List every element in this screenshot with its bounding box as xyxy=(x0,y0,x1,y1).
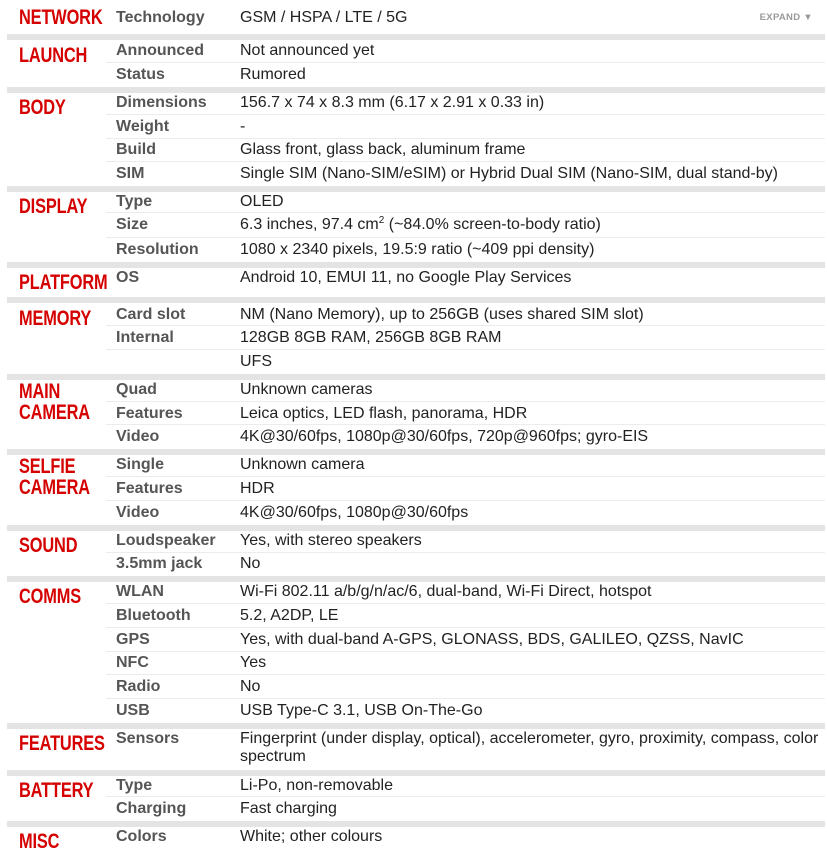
spec-label-announced[interactable]: Announced xyxy=(116,42,204,59)
spec-value-announced: Not announced yet xyxy=(240,42,375,59)
spec-value-video: 4K@30/60fps, 1080p@30/60fps, 720p@960fps; gyro-EIS xyxy=(240,428,649,445)
spec-label-resolution[interactable]: Resolution xyxy=(116,241,199,258)
spec-label-video[interactable]: Video xyxy=(116,504,160,521)
section-divider xyxy=(7,297,825,303)
spec-value-os: Android 10, EMUI 11, no Google Play Services xyxy=(240,269,572,286)
spec-label-size[interactable]: Size xyxy=(116,216,149,233)
spec-label-type[interactable]: Type xyxy=(116,777,153,794)
spec-value-radio: No xyxy=(240,678,261,695)
spec-value-usb: USB Type-C 3.1, USB On-The-Go xyxy=(240,702,483,719)
spec-label-video[interactable]: Video xyxy=(116,428,160,445)
category-platform[interactable]: PLATFORM xyxy=(19,271,108,294)
spec-label-single[interactable]: Single xyxy=(116,456,165,473)
expand-button[interactable]: EXPAND ▼ xyxy=(759,12,813,23)
category-launch[interactable]: LAUNCH xyxy=(19,44,88,67)
spec-label-card-slot[interactable]: Card slot xyxy=(116,306,186,323)
category-selfie-camera[interactable]: SELFIE CAMERA xyxy=(19,455,90,499)
spec-value-features: HDR xyxy=(240,480,275,497)
spec-value-charging: Fast charging xyxy=(240,800,337,817)
category-memory[interactable]: MEMORY xyxy=(19,307,92,330)
spec-value-gps: Yes, with dual-band A-GPS, GLONASS, BDS, GALILEO, QZSS, NavIC xyxy=(240,631,744,648)
spec-label-technology[interactable]: Technology xyxy=(116,9,205,26)
spec-value-type: OLED xyxy=(240,193,284,210)
spec-label-sim[interactable]: SIM xyxy=(116,165,145,182)
spec-value-colors: White; other colours xyxy=(240,828,383,845)
category-main-camera[interactable]: MAIN CAMERA xyxy=(19,380,90,424)
spec-value-audio-jack: No xyxy=(240,555,261,572)
category-sound[interactable]: SOUND xyxy=(19,534,78,557)
spec-label-quad[interactable]: Quad xyxy=(116,381,157,398)
spec-label-features[interactable]: Features xyxy=(116,480,183,497)
spec-value-quad: Unknown cameras xyxy=(240,381,373,398)
spec-value-bluetooth: 5.2, A2DP, LE xyxy=(240,607,339,624)
spec-label-audio-jack[interactable]: 3.5mm jack xyxy=(116,555,203,572)
spec-label-gps[interactable]: GPS xyxy=(116,631,150,648)
spec-value-weight: - xyxy=(240,118,246,135)
spec-label-bluetooth[interactable]: Bluetooth xyxy=(116,607,191,624)
spec-value-sensors: Fingerprint (under display, optical), accelerometer, gyro, proximity, compass, color spectrum xyxy=(240,730,819,765)
spec-value-single: Unknown camera xyxy=(240,456,365,473)
spec-label-build[interactable]: Build xyxy=(116,141,156,158)
spec-label-sensors[interactable]: Sensors xyxy=(116,730,180,747)
spec-label-wlan[interactable]: WLAN xyxy=(116,583,164,600)
category-comms[interactable]: COMMS xyxy=(19,585,82,608)
spec-label-nfc[interactable]: NFC xyxy=(116,654,149,671)
category-features[interactable]: FEATURES xyxy=(19,732,105,755)
category-network[interactable]: NETWORK xyxy=(19,6,103,29)
spec-value-video: 4K@30/60fps, 1080p@30/60fps xyxy=(240,504,469,521)
spec-label-dimensions[interactable]: Dimensions xyxy=(116,94,207,111)
spec-value-features: Leica optics, LED flash, panorama, HDR xyxy=(240,405,528,422)
spec-value-status: Rumored xyxy=(240,66,306,83)
spec-value-nfc: Yes xyxy=(240,654,267,671)
category-misc[interactable]: MISC xyxy=(19,830,60,853)
category-body[interactable]: BODY xyxy=(19,96,66,119)
spec-label-features[interactable]: Features xyxy=(116,405,183,422)
spec-label-charging[interactable]: Charging xyxy=(116,800,187,817)
spec-label-colors[interactable]: Colors xyxy=(116,828,167,845)
spec-value-sim: Single SIM (Nano-SIM/eSIM) or Hybrid Dual SIM (Nano-SIM, dual stand-by) xyxy=(240,165,778,182)
spec-value-build: Glass front, glass back, aluminum frame xyxy=(240,141,526,158)
spec-label-usb[interactable]: USB xyxy=(116,702,150,719)
spec-label-internal[interactable]: Internal xyxy=(116,329,174,346)
spec-label-os[interactable]: OS xyxy=(116,269,140,286)
spec-value-card-slot: NM (Nano Memory), up to 256GB (uses shared SIM slot) xyxy=(240,306,644,323)
spec-value-loudspeaker: Yes, with stereo speakers xyxy=(240,532,422,549)
spec-value-type: Li-Po, non-removable xyxy=(240,777,393,794)
spec-label-weight[interactable]: Weight xyxy=(116,118,170,135)
spec-value-wlan: Wi-Fi 802.11 a/b/g/n/ac/6, dual-band, Wi-Fi Direct, hotspot xyxy=(240,583,652,600)
spec-label-type[interactable]: Type xyxy=(116,193,153,210)
category-display[interactable]: DISPLAY xyxy=(19,195,88,218)
spec-label-radio[interactable]: Radio xyxy=(116,678,161,695)
spec-value-technology: GSM / HSPA / LTE / 5G xyxy=(240,9,408,26)
spec-label-status[interactable]: Status xyxy=(116,66,165,83)
category-battery[interactable]: BATTERY xyxy=(19,779,94,802)
spec-label-loudspeaker[interactable]: Loudspeaker xyxy=(116,532,216,549)
spec-value-internal: 128GB 8GB RAM, 256GB 8GB RAM xyxy=(240,329,502,346)
spec-value-resolution: 1080 x 2340 pixels, 19.5:9 ratio (~409 ppi density) xyxy=(240,241,595,258)
section-divider xyxy=(7,34,825,40)
spec-value-size: 6.3 inches, 97.4 $cm^2$ (~84.0% screen-to-body ratio) xyxy=(240,215,601,233)
spec-value-storage-type: UFS xyxy=(240,353,272,370)
spec-value-dimensions: 156.7 x 74 x 8.3 mm (6.17 x 2.91 x 0.33 in) xyxy=(240,94,545,111)
